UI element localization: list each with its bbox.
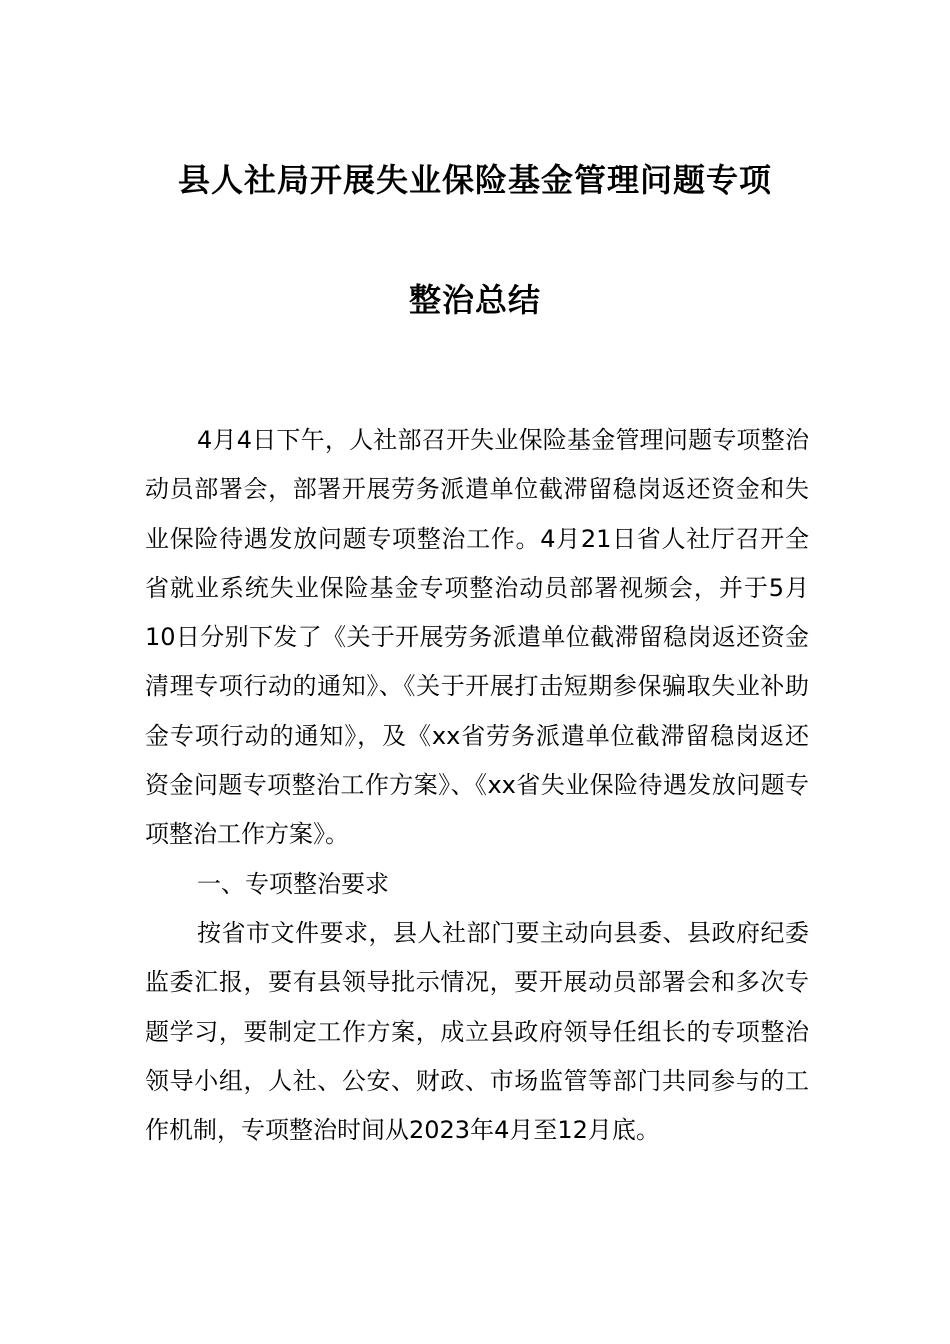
paragraph-intro: 4月4日下午，人社部召开失业保险基金管理问题专项整治动员部署会，部署开展劳务派遣单位截滞留稳岗返还资金和失业保险待遇发放问题专项整治工作。4月21日省人社厅召开全省就业系统失业保险基金专项整治动员部署视频会，并于5月10日分别下发了《关于开展劳务派遣单位截滞留稳岗返还资金清理专项行动的通知》、《关于开展打击短期参保骗取失业补助金专项行动的通知》，及《xx省劳务派遣单位截滞留稳岗返还资金问题专项整治工作方案》、《xx省失业保险待遇发放问题专项整治工作方案》。 (145, 426, 809, 849)
document-body (145, 416, 809, 1155)
section-heading-requirements: 一、专项整治要求 (197, 869, 389, 898)
document-title-line-2: 整治总结 (408, 281, 541, 319)
paragraph-requirements: 按省市文件要求，县人社部门要主动向县委、县政府纪委监委汇报，要有县领导批示情况，要开展动员部署会和多次专题学习，要制定工作方案，成立县政府领导任组长的专项整治领导小组，人社、公安、财政、市场监管等部门共同参与的工作机制，专项整治时间从2023年4月至12月底。 (145, 918, 809, 1145)
document-title-line-1: 县人社局开展失业保险基金管理问题专项 (177, 161, 772, 199)
